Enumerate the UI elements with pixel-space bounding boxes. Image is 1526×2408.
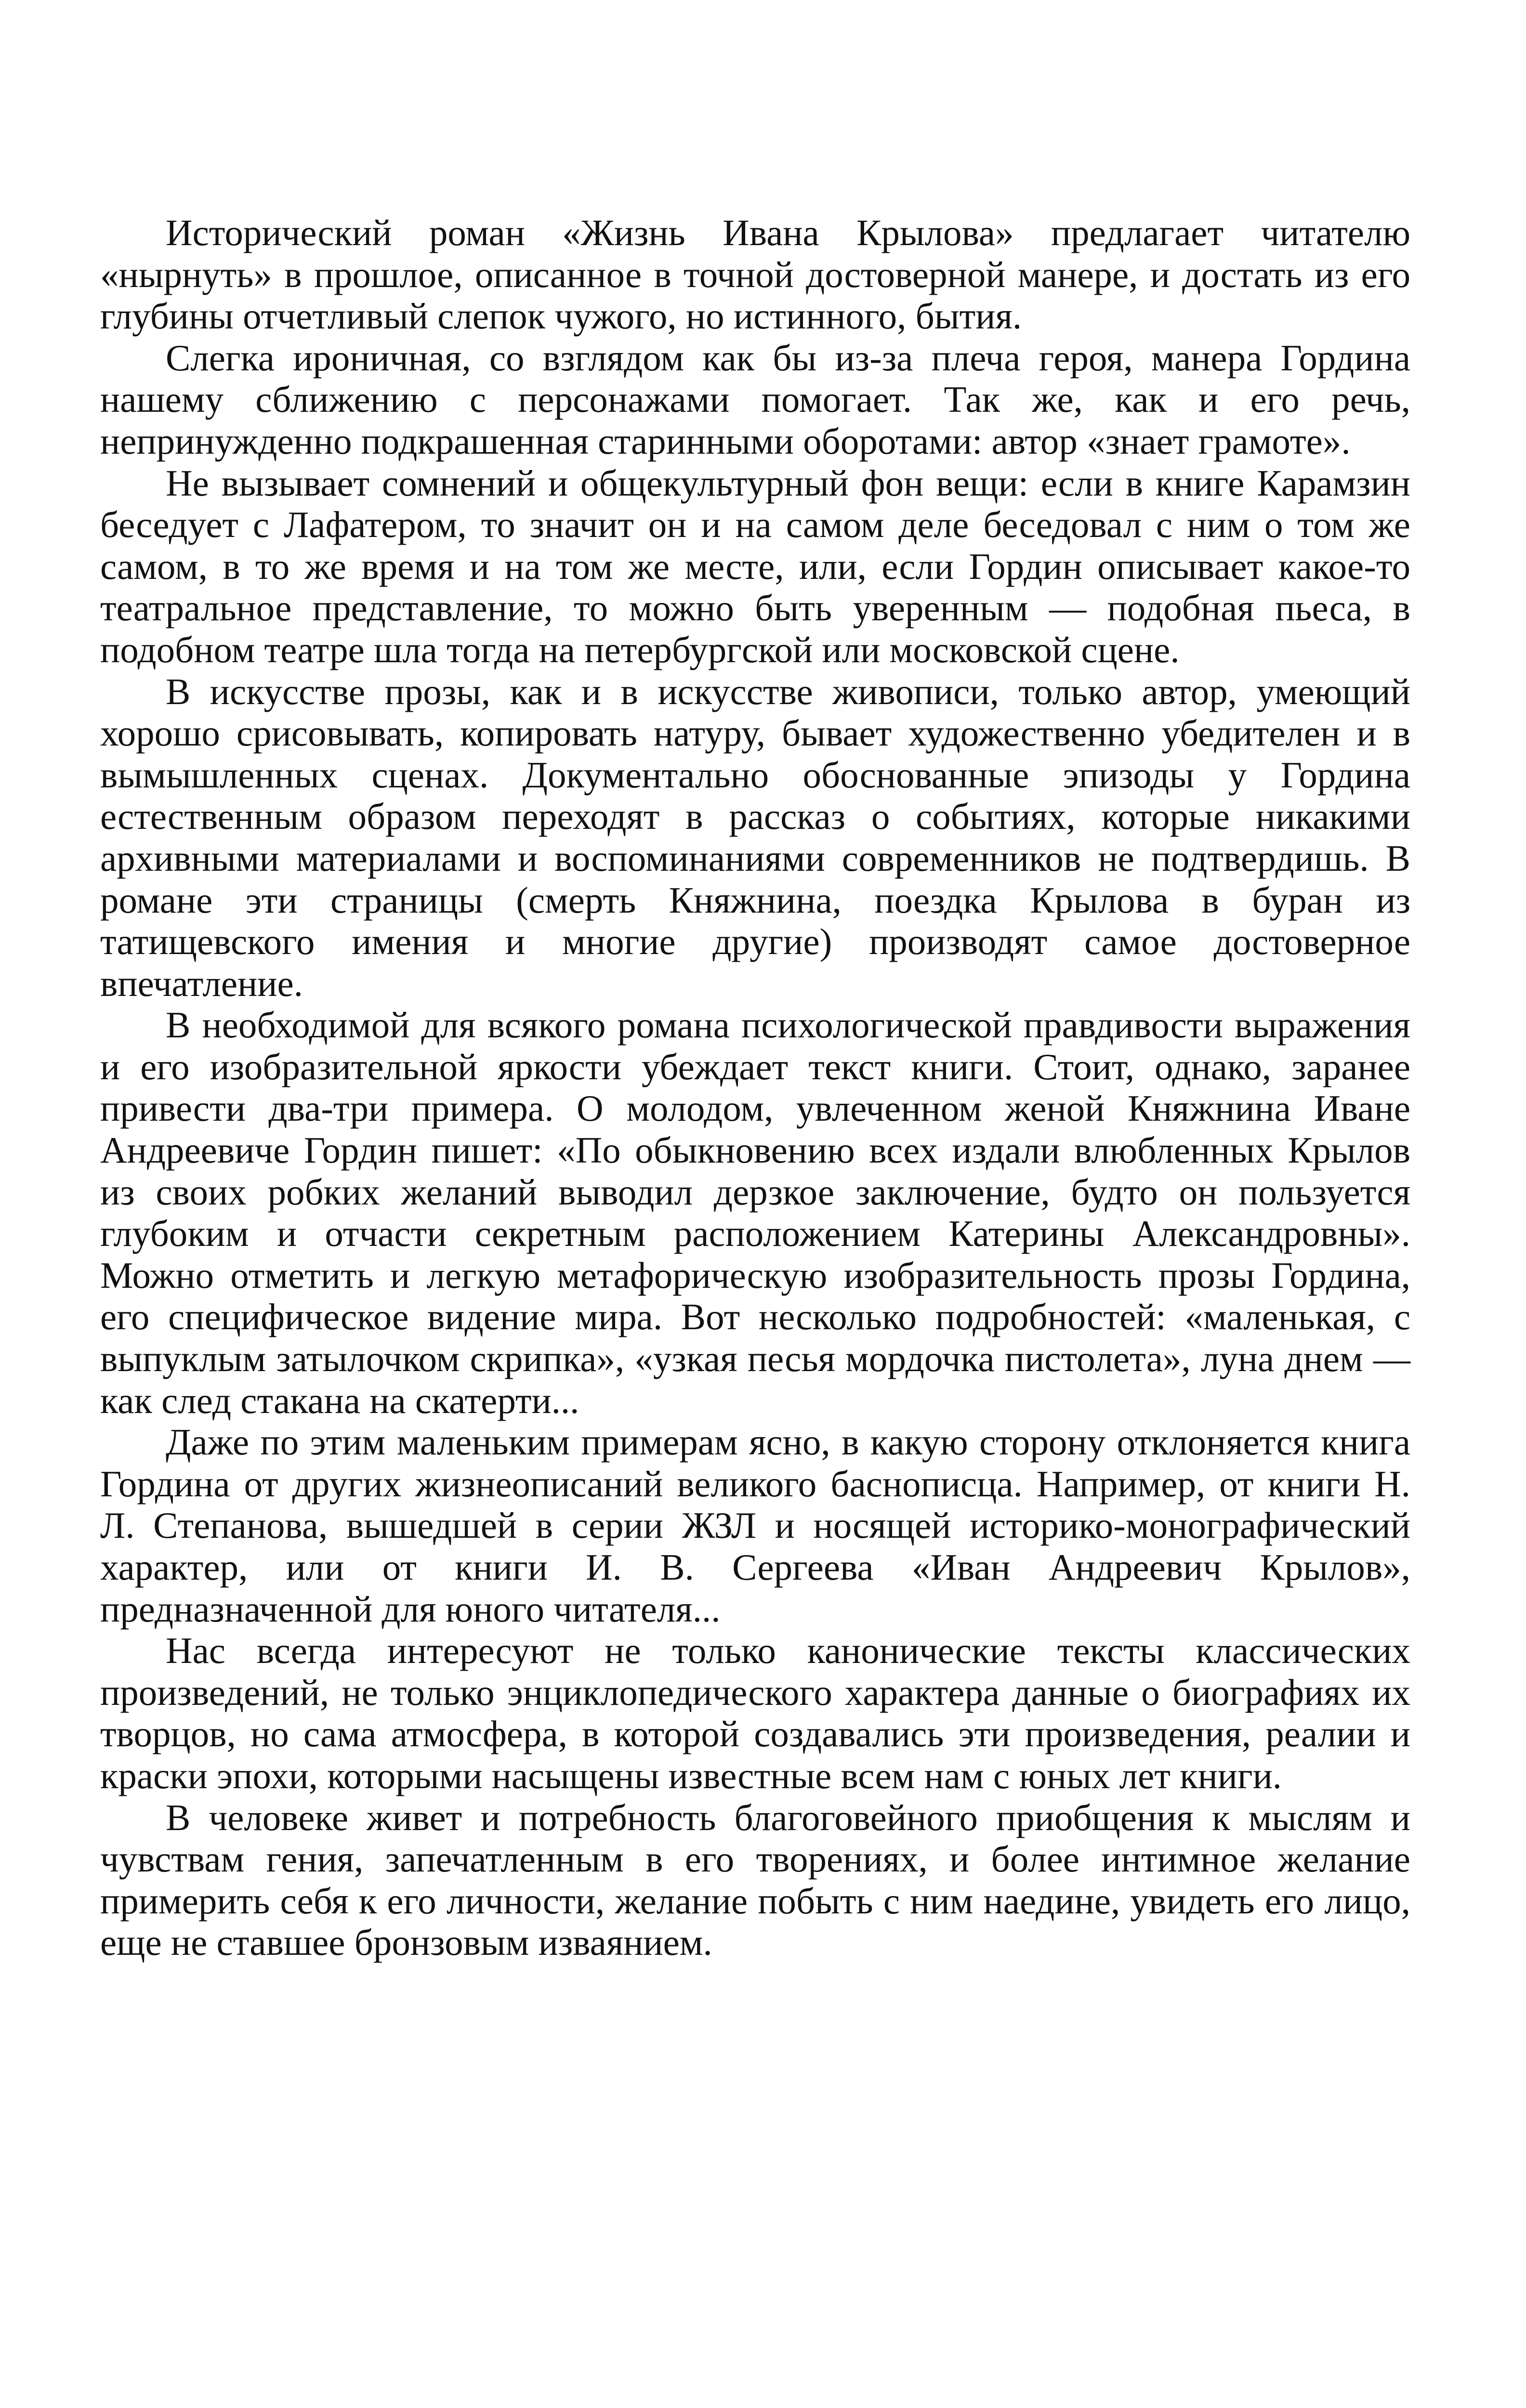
- paragraph-1: Исторический роман «Жизнь Ивана Крылова» предлагает читателю «нырнуть» в прошлое, описанное в точной достоверной манере, и достать из его глубины отчетливый слепок чужого, но истинного, бытия.: [100, 212, 1410, 337]
- paragraph-2: Слегка ироничная, со взглядом как бы из-за плеча героя, манера Гордина нашему сближению с персонажами помогает. Так же, как и его речь, непринужденно подкрашенная старинными оборотами: автор «знает грамоте».: [100, 337, 1410, 462]
- paragraph-8: В человеке живет и потребность благоговейного приобщения к мыслям и чувствам гения, запечатленным в его творениях, и более интимное желание примерить себя к его личности, желание побыть с ним наедине, увидеть его лицо, еще не ставшее бронзовым изваянием.: [100, 1796, 1410, 1963]
- paragraph-5: В необходимой для всякого романа психологической правдивости выражения и его изобразительной яркости убеждает текст книги. Стоит, однако, заранее привести два-три примера. О молодом, увлеченном женой Княжнина Иване Андреевиче Гордин пишет: «По обыкновению всех издали влюбленных Крылов из своих робких желаний выводил дерзкое заключение, будто он пользуется глубоким и отчасти секретным расположением Катерины Александровны». Можно отметить и легкую метафорическую изобразительность прозы Гордина, его специфическое видение мира. Вот несколько подробностей: «маленькая, с выпуклым затылочком скрипка», «узкая песья мордочка пистолета», луна днем — как след стакана на скатерти...: [100, 1004, 1410, 1421]
- paragraph-7: Нас всегда интересуют не только канонические тексты классических произведений, не только энциклопедического характера данные о биографиях их творцов, но сама атмосфера, в которой создавались эти произведения, реалии и краски эпохи, которыми насыщены известные всем нам с юных лет книги.: [100, 1630, 1410, 1796]
- body-text: [100, 212, 1410, 1963]
- paragraph-6: Даже по этим маленьким примерам ясно, в какую сторону отклоняется книга Гордина от других жизнеописаний великого баснописца. Например, от книги Н. Л. Степанова, вышедшей в серии ЖЗЛ и носящей историко-монографический характер, или от книги И. В. Сергеева «Иван Андреевич Крылов», предназначенной для юного читателя...: [100, 1421, 1410, 1630]
- paragraph-4: В искусстве прозы, как и в искусстве живописи, только автор, умеющий хорошо срисовывать, копировать натуру, бывает художественно убедителен и в вымышленных сценах. Документально обоснованные эпизоды у Гордина естественным образом переходят в рассказ о событиях, которые никакими архивными материалами и воспоминаниями современников не подтвердишь. В романе эти страницы (смерть Княжнина, поездка Крылова в буран из татищевского имения и многие другие) производят самое достоверное впечатление.: [100, 670, 1410, 1004]
- paragraph-3: Не вызывает сомнений и общекультурный фон вещи: если в книге Карамзин беседует с Лафатером, то значит он и на самом деле беседовал с ним о том же самом, в то же время и на том же месте, или, если Гордин описывает какое-то театральное представление, то можно быть уверенным — подобная пьеса, в подобном театре шла тогда на петербургской или московской сцене.: [100, 462, 1410, 670]
